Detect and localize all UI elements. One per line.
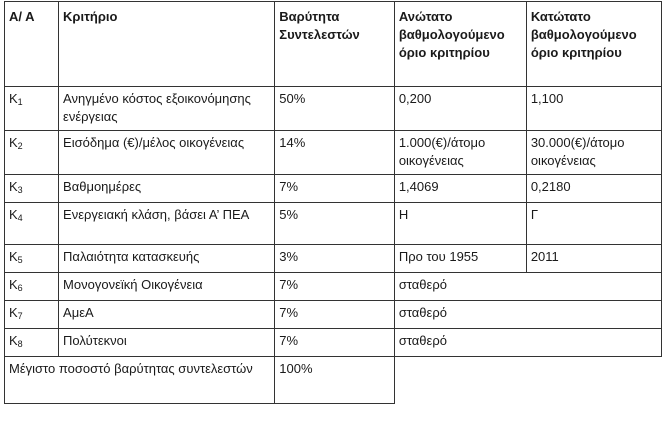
row-code: $K_7$ xyxy=(5,301,59,329)
row-upper-limit: 1.000(€)/άτομο οικογένειας xyxy=(394,131,526,175)
table-row xyxy=(5,87,662,131)
table-row xyxy=(5,203,662,245)
row-lower-limit: 0,2180 xyxy=(526,175,661,203)
criteria-table xyxy=(4,1,662,404)
row-fixed-limit: σταθερό xyxy=(394,329,661,357)
row-fixed-limit: σταθερό xyxy=(394,301,661,329)
row-criterion: Εισόδημα (€)/μέλος οικογένειας xyxy=(59,131,275,175)
total-weight: 100% xyxy=(275,357,395,404)
row-code: $K_8$ xyxy=(5,329,59,357)
row-weight: 50% xyxy=(275,87,395,131)
row-code: $K_4$ xyxy=(5,203,59,245)
row-upper-limit: 1,4069 xyxy=(394,175,526,203)
row-lower-limit: 2011 xyxy=(526,245,661,273)
row-lower-limit: 1,100 xyxy=(526,87,661,131)
total-label: Μέγιστο ποσοστό βαρύτητας συντελεστών xyxy=(5,357,275,404)
row-criterion: Ανηγμένο κόστος εξοικονόμησης ενέργειας xyxy=(59,87,275,131)
row-weight: 7% xyxy=(275,329,395,357)
header-aa: Α/ Α xyxy=(5,2,59,87)
row-criterion: ΑμεΑ xyxy=(59,301,275,329)
row-code: $K_1$ xyxy=(5,87,59,131)
row-weight: 7% xyxy=(275,273,395,301)
row-upper-limit: 0,200 xyxy=(394,87,526,131)
header-lower-limit: Κατώτατο βαθμολογούμενο όριο κριτηρίου xyxy=(526,2,661,87)
row-upper-limit: Η xyxy=(394,203,526,245)
row-criterion: Ενεργειακή κλάση, βάσει Α’ ΠΕΑ xyxy=(59,203,275,245)
table-row xyxy=(5,329,662,357)
row-lower-limit: Γ xyxy=(526,203,661,245)
total-empty-cell xyxy=(394,357,661,404)
row-weight: 7% xyxy=(275,301,395,329)
header-weight: Βαρύτητα Συντελεστών xyxy=(275,2,395,87)
row-code: $K_6$ xyxy=(5,273,59,301)
table-row xyxy=(5,273,662,301)
row-weight: 5% xyxy=(275,203,395,245)
table-row xyxy=(5,245,662,273)
row-code: $K_5$ xyxy=(5,245,59,273)
table-total-row xyxy=(5,357,662,404)
row-criterion: Βαθμοημέρες xyxy=(59,175,275,203)
row-weight: 3% xyxy=(275,245,395,273)
row-code: $K_3$ xyxy=(5,175,59,203)
row-weight: 14% xyxy=(275,131,395,175)
row-fixed-limit: σταθερό xyxy=(394,273,661,301)
row-lower-limit: 30.000(€)/άτομο οικογένειας xyxy=(526,131,661,175)
table-row xyxy=(5,175,662,203)
table-row xyxy=(5,131,662,175)
row-upper-limit: Προ του 1955 xyxy=(394,245,526,273)
row-weight: 7% xyxy=(275,175,395,203)
row-code: $K_2$ xyxy=(5,131,59,175)
row-criterion: Μονογονεϊκή Οικογένεια xyxy=(59,273,275,301)
table-header-row xyxy=(5,2,662,87)
header-upper-limit: Ανώτατο βαθμολογούμενο όριο κριτηρίου xyxy=(394,2,526,87)
table-row xyxy=(5,301,662,329)
row-criterion: Πολύτεκνοι xyxy=(59,329,275,357)
header-criterion: Κριτήριο xyxy=(59,2,275,87)
row-criterion: Παλαιότητα κατασκευής xyxy=(59,245,275,273)
